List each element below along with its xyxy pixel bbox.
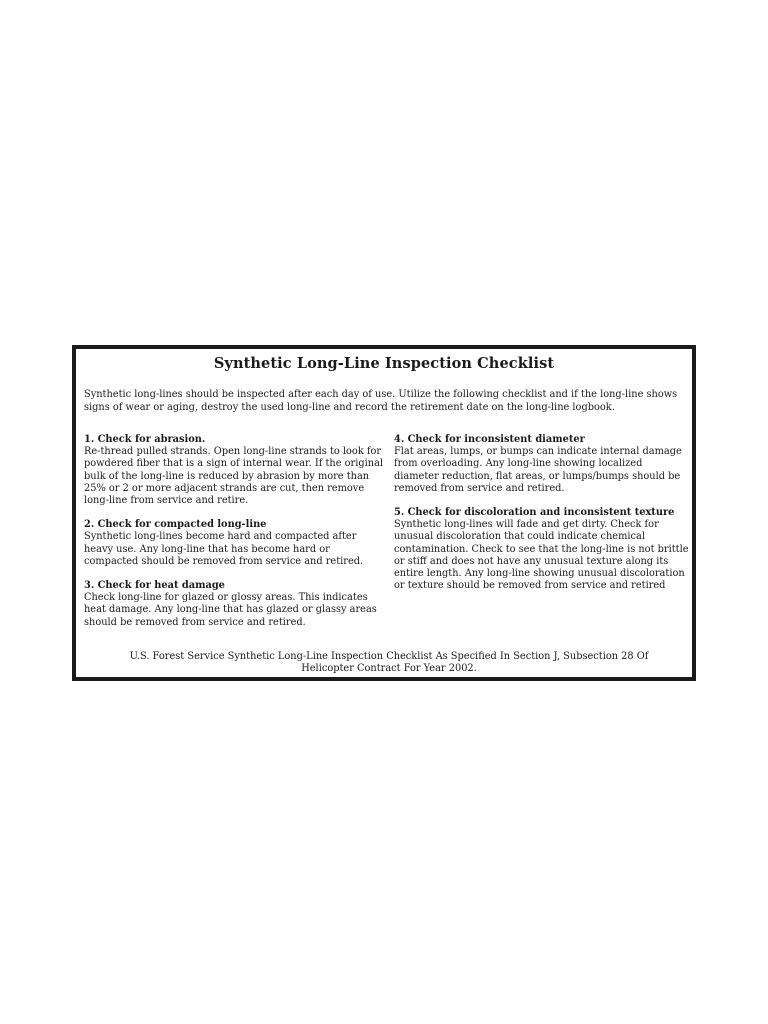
intro-paragraph: Synthetic long-lines should be inspected after each day of use. Utilize the following checklist and if the long-line shows signs of wear or aging, destroy the used long-line and record the retirement date on the long-line logbook.: [84, 389, 678, 413]
section-heading: 3. Check for heat damage: [84, 580, 225, 592]
section-heading: 2. Check for compacted long-line: [84, 519, 267, 531]
section-body: Re-thread pulled strands. Open long-line strands to look for powdered fiber that is a sign of internal wear. If the original bulk of the long-line is reduced by abrasion by more than 25% or 2 or more adjacent strands are cut, then remove long-line from service and retire.: [84, 446, 384, 507]
section-body: Flat areas, lumps, or bumps can indicate internal damage from overloading. Any long-line showing localized diameter reduction, flat areas, or lumps/bumps should be removed from service and retired.: [394, 446, 682, 494]
left-column: [84, 434, 384, 641]
section-body: Synthetic long-lines become hard and compacted after heavy use. Any long-line that has become hard or compacted should be removed from service and retired.: [84, 531, 364, 567]
section-diameter: [394, 434, 690, 495]
section-heading: 1. Check for abrasion.: [84, 434, 206, 445]
section-heading: 4. Check for inconsistent diameter: [394, 434, 585, 445]
footer-note: U.S. Forest Service Synthetic Long-Line Inspection Checklist As Specified In Section J, Subsection 28 Of Helicopter Contract For Year 2002.: [129, 651, 649, 675]
section-compacted: [84, 519, 384, 568]
section-body: Check long-line for glazed or glossy areas. This indicates heat damage. Any long-line that has glazed or glassy areas should be removed from service and retired.: [84, 592, 377, 628]
section-heat-damage: [84, 580, 384, 629]
right-column: [394, 434, 690, 604]
section-discoloration: [394, 507, 690, 592]
checklist-box: [72, 345, 696, 681]
document-title: Synthetic Long-Line Inspection Checklist: [213, 355, 555, 372]
section-abrasion: [84, 434, 384, 507]
section-body: Synthetic long-lines will fade and get dirty. Check for unusual discoloration that could indicate chemical contamination. Check to see that the long-line is not brittle or stiff and does not have any unusual texture along its entire length. Any long-line showing unusual discoloration or texture should be removed from service and retired: [394, 519, 689, 592]
section-heading: 5. Check for discoloration and inconsistent texture: [394, 507, 675, 519]
